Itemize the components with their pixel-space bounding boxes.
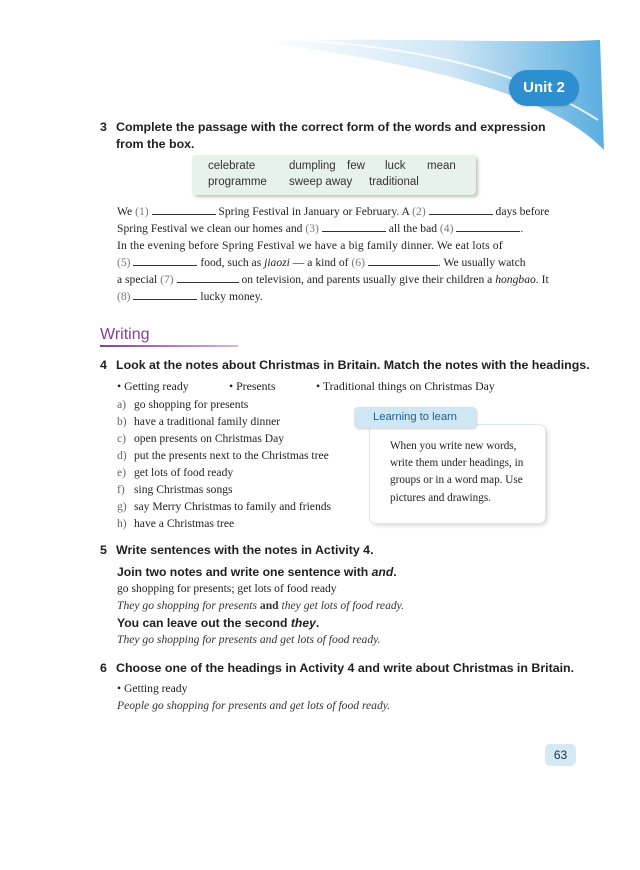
instruction-text: . xyxy=(393,565,397,579)
q6-bullet-text: Getting ready xyxy=(123,682,188,695)
heading-label: Traditional things on Christmas Day xyxy=(322,379,495,393)
list-item xyxy=(117,430,331,447)
tip-line: write them under headings, in xyxy=(390,457,524,470)
passage-text: In the evening before Spring Festival we have a big family dinner. We eat lots of xyxy=(117,239,503,253)
answer-blank-2[interactable] xyxy=(429,204,493,215)
q5-number: 5 xyxy=(100,543,107,557)
note-letter: b) xyxy=(117,415,127,428)
passage-text: food, such as xyxy=(200,256,262,270)
q5-title xyxy=(100,543,374,557)
list-item xyxy=(117,498,331,515)
q3-passage xyxy=(117,203,550,306)
note-text: say Merry Christmas to family and friends xyxy=(134,500,332,513)
blank-number: (3) xyxy=(305,222,319,236)
list-item xyxy=(117,464,331,481)
passage-text: Spring Festival we clean our homes and xyxy=(117,222,303,236)
word-box-item: traditional xyxy=(369,176,419,188)
tip-line: groups or in a word map. Use xyxy=(390,474,523,487)
note-letter: g) xyxy=(117,500,127,513)
q3-title-cont: from the box. xyxy=(116,137,195,151)
answer-blank-4[interactable] xyxy=(456,221,520,232)
q4-title-text: Look at the notes about Christmas in Britain. Match the notes with the headings. xyxy=(116,358,590,372)
section-heading-writing: Writing xyxy=(100,326,150,343)
answer-blank-8[interactable] xyxy=(133,289,197,300)
word-box-item: celebrate xyxy=(208,160,256,172)
answer-blank-1[interactable] xyxy=(152,204,216,215)
list-item xyxy=(117,413,331,430)
q5-title-text: Write sentences with the notes in Activity 4. xyxy=(116,543,374,557)
q3-number: 3 xyxy=(100,120,107,134)
blank-number: (8) xyxy=(117,290,131,304)
passage-text: — a kind of xyxy=(292,256,349,270)
learning-tip-tab: Learning to learn xyxy=(354,407,476,428)
q5-example-notes: go shopping for presents; get lots of food ready xyxy=(117,582,337,595)
list-item xyxy=(117,481,331,498)
list-item xyxy=(117,447,331,464)
word-box-item: dumpling xyxy=(289,160,336,172)
heading-label: Presents xyxy=(236,379,276,393)
q5-example-sentence-2: They go shopping for presents and get lots of food ready. xyxy=(117,633,381,646)
passage-text: all the bad xyxy=(388,222,438,236)
q6-title-text: Choose one of the headings in Activity 4 and write about Christmas in Britain. xyxy=(116,661,575,675)
passage-text: on television, and parents usually give their children a xyxy=(241,273,493,287)
passage-text: . It xyxy=(535,273,549,287)
answer-blank-7[interactable] xyxy=(177,272,239,283)
word-box-item: programme xyxy=(208,176,267,188)
note-text: have a traditional family dinner xyxy=(134,415,281,428)
passage-italic: jiaozi xyxy=(264,256,290,270)
note-text: get lots of food ready xyxy=(134,466,234,479)
blank-number: (4) xyxy=(439,222,454,236)
blank-number: (1) xyxy=(135,205,149,218)
word-box-item: sweep away xyxy=(289,176,353,188)
answer-blank-3[interactable] xyxy=(322,221,386,232)
word-box-item: luck xyxy=(385,160,406,172)
instruction-text: . xyxy=(315,616,320,630)
q4-number: 4 xyxy=(100,358,107,372)
heading-label: Getting ready xyxy=(124,379,189,393)
example-text: they get lots of food ready. xyxy=(278,599,405,612)
q6-number: 6 xyxy=(100,661,107,675)
learning-tip-text xyxy=(390,438,540,507)
page-number: 63 xyxy=(545,744,576,766)
q5-instruction-leave-out xyxy=(117,616,319,630)
passage-text: Spring Festival in January or February. A xyxy=(218,205,410,218)
note-text: have a Christmas tree xyxy=(134,517,235,530)
heading-underline xyxy=(100,345,238,347)
blank-number: (7) xyxy=(160,273,174,287)
passage-text: a special xyxy=(117,273,158,287)
passage-text: . We usually watch xyxy=(437,256,526,270)
tip-line: pictures and drawings. xyxy=(390,491,491,504)
instruction-emphasis: and xyxy=(371,565,394,579)
q3-title xyxy=(100,120,546,134)
q4-notes-list xyxy=(117,396,331,532)
q5-example-sentence-1 xyxy=(117,599,404,612)
blank-number: (6) xyxy=(351,256,365,270)
blank-number: (2) xyxy=(412,205,426,218)
blank-number: (5) xyxy=(117,256,131,270)
word-box xyxy=(192,155,476,195)
heading-presents: • Presents xyxy=(229,379,276,393)
example-bold: and xyxy=(259,599,279,612)
note-text: put the presents next to the Christmas tree xyxy=(134,449,329,462)
instruction-text: Join two notes and write one sentence with xyxy=(117,565,372,579)
q4-title xyxy=(100,358,590,372)
passage-text: lucky money. xyxy=(200,290,263,304)
note-text: go shopping for presents xyxy=(134,398,249,411)
heading-traditional: • Traditional things on Christmas Day xyxy=(316,379,495,393)
note-text: open presents on Christmas Day xyxy=(134,432,285,445)
instruction-text: You can leave out the second xyxy=(117,616,291,630)
note-letter: a) xyxy=(117,398,127,411)
note-letter: f) xyxy=(117,483,125,496)
note-letter: d) xyxy=(117,449,127,462)
q6-bullet: • Getting ready xyxy=(117,682,188,695)
example-text: They go shopping for presents xyxy=(117,599,260,612)
q6-title xyxy=(100,661,574,675)
passage-text: . xyxy=(520,222,524,236)
passage-text: We xyxy=(117,205,133,218)
answer-blank-6[interactable] xyxy=(368,255,438,266)
q6-example: People go shopping for presents and get lots of food ready. xyxy=(117,699,391,712)
word-box-item: mean xyxy=(427,160,456,172)
note-letter: c) xyxy=(117,432,127,445)
note-letter: h) xyxy=(117,517,127,530)
q3-title-line1: Complete the passage with the correct form of the words and expression xyxy=(116,120,546,134)
instruction-emphasis: they xyxy=(290,616,316,630)
list-item xyxy=(117,515,331,532)
passage-italic: hongbao xyxy=(495,273,536,287)
q5-instruction-join xyxy=(117,565,397,579)
answer-blank-5[interactable] xyxy=(133,255,197,266)
word-box-item: few xyxy=(347,160,365,172)
tip-line: When you write new words, xyxy=(390,440,517,452)
note-letter: e) xyxy=(117,466,127,479)
passage-text: days before xyxy=(495,205,550,218)
note-text: sing Christmas songs xyxy=(134,483,233,496)
unit-badge: Unit 2 xyxy=(509,70,579,106)
heading-getting-ready: • Getting ready xyxy=(117,379,189,393)
list-item xyxy=(117,396,331,413)
